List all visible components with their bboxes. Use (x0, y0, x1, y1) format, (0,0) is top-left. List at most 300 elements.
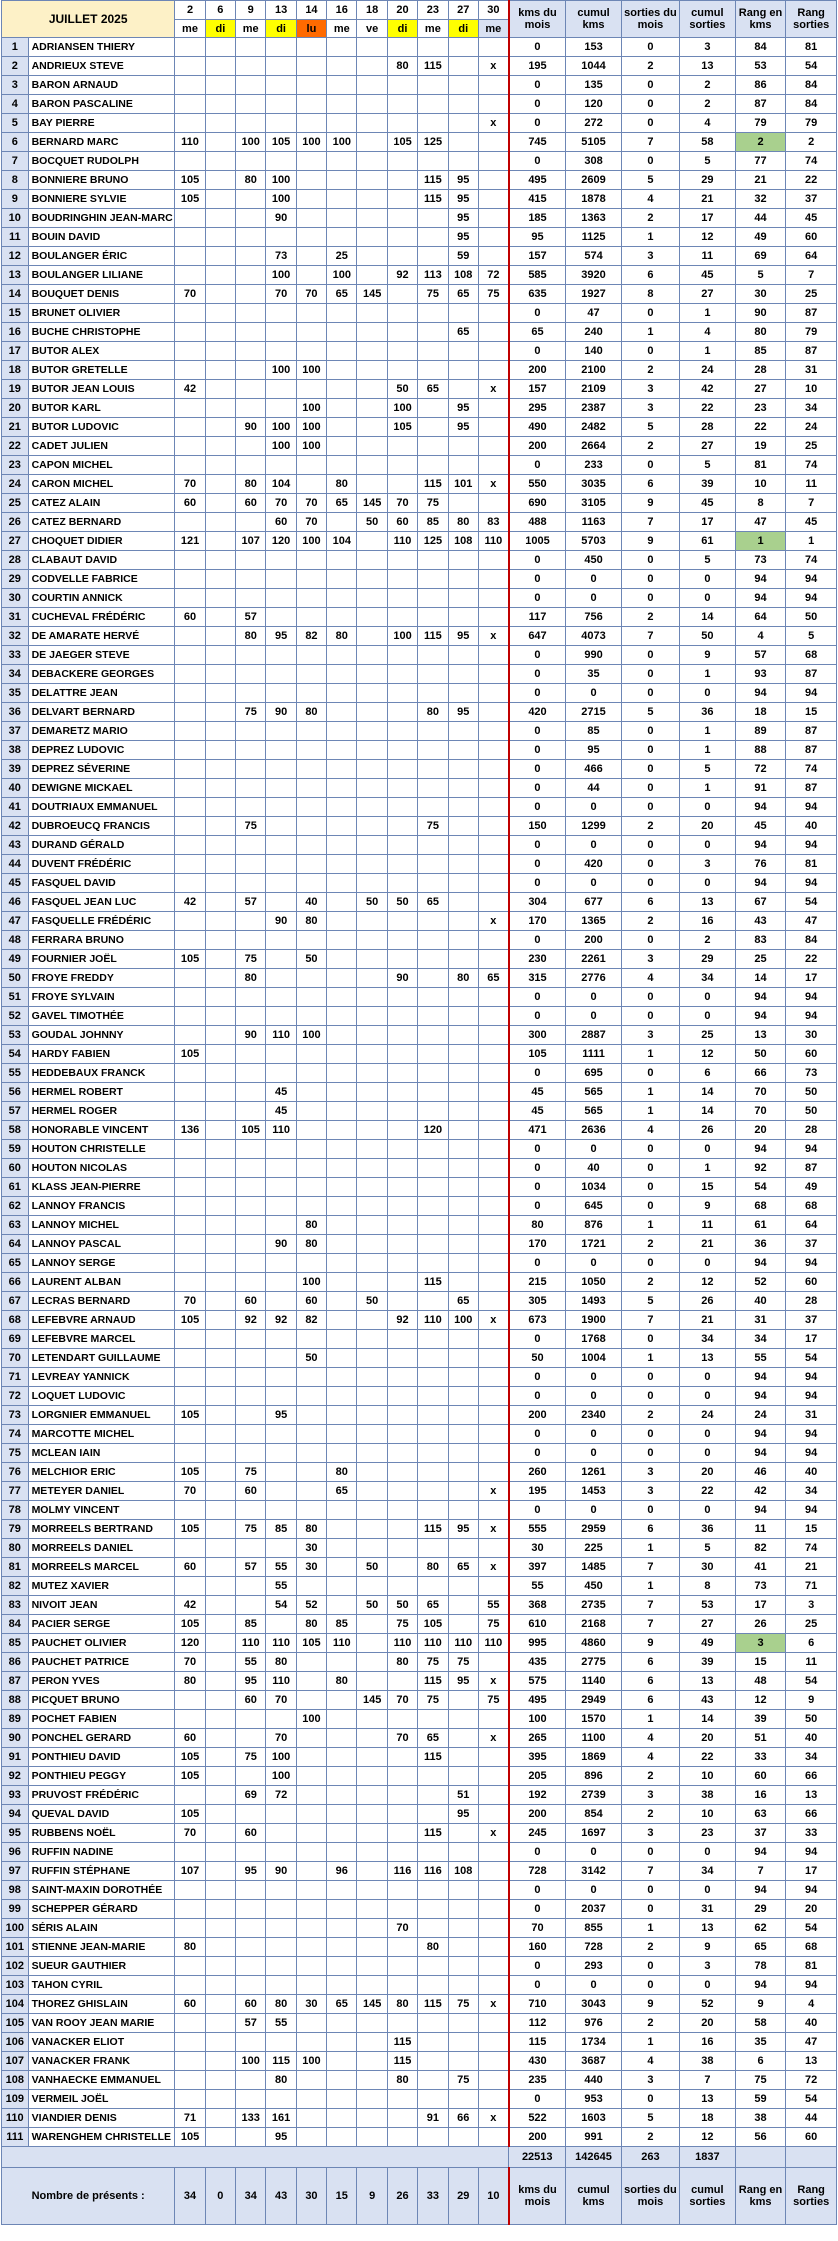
day-km-cell: 80 (327, 627, 357, 646)
day-km-cell (205, 190, 235, 209)
day-km-cell (327, 1444, 357, 1463)
day-km-cell (327, 874, 357, 893)
day-km-cell (236, 38, 266, 57)
member-name: MORREELS DANIEL (28, 1539, 175, 1558)
day-km-cell: 80 (236, 627, 266, 646)
day-km-cell (205, 1463, 235, 1482)
day-km-cell (175, 627, 205, 646)
day-km-cell: 108 (448, 532, 478, 551)
cumul-sorties: 9 (680, 646, 736, 665)
row-number: 82 (2, 1577, 29, 1596)
day-km-cell (478, 342, 508, 361)
day-km-cell (387, 931, 417, 950)
rank-kms: 94 (735, 836, 786, 855)
row-number: 102 (2, 1957, 29, 1976)
day-km-cell (387, 798, 417, 817)
day-km-cell (357, 437, 387, 456)
day-km-cell (387, 1748, 417, 1767)
rank-kms: 94 (735, 988, 786, 1007)
row-number: 60 (2, 1159, 29, 1178)
row-number: 91 (2, 1748, 29, 1767)
day-km-cell: 105 (266, 133, 296, 152)
member-row (2, 931, 837, 950)
kms-month: 45 (509, 1083, 566, 1102)
member-row (2, 190, 837, 209)
cumul-kms: 225 (566, 1539, 622, 1558)
day-km-cell (387, 1216, 417, 1235)
day-km-cell (327, 380, 357, 399)
day-km-cell (387, 1178, 417, 1197)
weekday-label: di (266, 20, 296, 38)
row-number: 96 (2, 1843, 29, 1862)
present-count: 15 (327, 2168, 357, 2225)
member-name: BUTOR ALEX (28, 342, 175, 361)
totals-spacer (735, 2147, 786, 2168)
cumul-sorties: 34 (680, 969, 736, 988)
stat-header: sorties du mois (621, 1, 679, 38)
sorties-month: 1 (621, 1045, 679, 1064)
day-km-cell (236, 1045, 266, 1064)
rank-kms: 57 (735, 646, 786, 665)
member-row (2, 57, 837, 76)
day-km-cell (418, 722, 448, 741)
sorties-month: 0 (621, 760, 679, 779)
day-km-cell: 108 (448, 266, 478, 285)
member-row (2, 1691, 837, 1710)
day-km-cell (175, 703, 205, 722)
day-km-cell (236, 1235, 266, 1254)
kms-month: 200 (509, 2128, 566, 2147)
member-name: ADRIANSEN THIERY (28, 38, 175, 57)
kms-month: 170 (509, 912, 566, 931)
row-number: 11 (2, 228, 29, 247)
cumul-sorties: 30 (680, 1558, 736, 1577)
member-row (2, 741, 837, 760)
day-km-cell (175, 76, 205, 95)
member-row (2, 627, 837, 646)
sorties-month: 0 (621, 1501, 679, 1520)
day-km-cell: 90 (266, 209, 296, 228)
present-count-label: Nombre de présents : (2, 2168, 175, 2225)
sorties-month: 0 (621, 1900, 679, 1919)
day-km-cell (387, 247, 417, 266)
day-km-cell: 80 (296, 1216, 326, 1235)
rank-kms: 94 (735, 1501, 786, 1520)
day-km-cell (478, 361, 508, 380)
day-km-cell (448, 1957, 478, 1976)
member-name: HEDDEBAUX FRANCK (28, 1064, 175, 1083)
member-name: DEWIGNE MICKAEL (28, 779, 175, 798)
day-km-cell (296, 1406, 326, 1425)
day-km-cell (448, 57, 478, 76)
day-km-cell (296, 247, 326, 266)
day-km-cell (296, 1691, 326, 1710)
cumul-kms: 1570 (566, 1710, 622, 1729)
member-row (2, 304, 837, 323)
day-km-cell (327, 38, 357, 57)
sorties-month: 2 (621, 209, 679, 228)
cumul-sorties: 17 (680, 209, 736, 228)
day-km-cell (175, 266, 205, 285)
rank-sorties: 84 (786, 95, 837, 114)
day-km-cell (205, 2128, 235, 2147)
day-km-cell (478, 836, 508, 855)
rank-sorties: 37 (786, 1235, 837, 1254)
day-km-cell (387, 456, 417, 475)
sorties-month: 0 (621, 779, 679, 798)
cumul-sorties: 0 (680, 798, 736, 817)
day-km-cell (478, 437, 508, 456)
rank-sorties: 44 (786, 2109, 837, 2128)
day-km-cell (478, 2052, 508, 2071)
member-row (2, 247, 837, 266)
sorties-month: 0 (621, 304, 679, 323)
rank-kms: 23 (735, 399, 786, 418)
member-row (2, 1843, 837, 1862)
day-km-cell (387, 817, 417, 836)
day-km-cell (327, 1539, 357, 1558)
day-km-cell (478, 950, 508, 969)
rank-kms: 94 (735, 1007, 786, 1026)
cumul-sorties: 12 (680, 228, 736, 247)
rank-kms: 79 (735, 114, 786, 133)
rank-sorties: 87 (786, 741, 837, 760)
row-number: 35 (2, 684, 29, 703)
day-km-cell (175, 1178, 205, 1197)
day-km-cell (175, 342, 205, 361)
rank-kms: 41 (735, 1558, 786, 1577)
day-km-cell (327, 1767, 357, 1786)
sorties-month: 0 (621, 798, 679, 817)
kms-month: 0 (509, 874, 566, 893)
day-km-cell (327, 1007, 357, 1026)
day-km-cell (478, 779, 508, 798)
member-name: HERMEL ROBERT (28, 1083, 175, 1102)
member-row (2, 513, 837, 532)
member-name: LEVREAY YANNICK (28, 1368, 175, 1387)
day-km-cell (448, 855, 478, 874)
member-row (2, 171, 837, 190)
cumul-sorties: 50 (680, 627, 736, 646)
day-km-cell (448, 1102, 478, 1121)
day-km-cell (418, 418, 448, 437)
rank-sorties: 94 (786, 1387, 837, 1406)
day-km-cell: 85 (327, 1615, 357, 1634)
day-km-cell (448, 931, 478, 950)
day-km-cell (387, 1463, 417, 1482)
day-km-cell: 85 (266, 1520, 296, 1539)
member-name: CATEZ ALAIN (28, 494, 175, 513)
day-km-cell (387, 912, 417, 931)
day-km-cell (387, 1083, 417, 1102)
cumul-sorties: 14 (680, 1710, 736, 1729)
row-number: 80 (2, 1539, 29, 1558)
member-name: MELCHIOR ERIC (28, 1463, 175, 1482)
day-km-cell (327, 1843, 357, 1862)
member-row (2, 551, 837, 570)
kms-month: 745 (509, 133, 566, 152)
kms-month: 0 (509, 1501, 566, 1520)
row-number: 39 (2, 760, 29, 779)
member-row (2, 1596, 837, 1615)
member-name: VANACKER ELIOT (28, 2033, 175, 2052)
footer-stat-header: Rang sorties (786, 2168, 837, 2225)
member-row (2, 1330, 837, 1349)
member-row (2, 2128, 837, 2147)
day-km-cell (357, 817, 387, 836)
day-km-cell: 121 (175, 532, 205, 551)
day-km-cell (236, 209, 266, 228)
member-name: ANDRIEUX STEVE (28, 57, 175, 76)
kms-month: 0 (509, 836, 566, 855)
day-km-cell (236, 551, 266, 570)
day-km-cell (357, 1254, 387, 1273)
day-km-cell (357, 2033, 387, 2052)
day-km-cell (327, 570, 357, 589)
sorties-month: 2 (621, 2014, 679, 2033)
cumul-sorties: 20 (680, 1463, 736, 1482)
kms-month: 0 (509, 1007, 566, 1026)
day-km-cell: 95 (448, 228, 478, 247)
day-km-cell (418, 779, 448, 798)
day-km-cell (296, 266, 326, 285)
member-name: LEFEBVRE MARCEL (28, 1330, 175, 1349)
cumul-kms: 140 (566, 342, 622, 361)
rank-kms: 82 (735, 1539, 786, 1558)
day-km-cell: 50 (357, 1292, 387, 1311)
rank-kms: 19 (735, 437, 786, 456)
day-km-cell (296, 380, 326, 399)
kms-month: 0 (509, 1330, 566, 1349)
day-km-cell: 105 (175, 190, 205, 209)
day-km-cell (478, 323, 508, 342)
day-km-cell (387, 171, 417, 190)
member-row (2, 570, 837, 589)
sorties-month: 5 (621, 171, 679, 190)
member-name: BOUDRINGHIN JEAN-MARC (28, 209, 175, 228)
kms-month: 0 (509, 988, 566, 1007)
day-km-cell (478, 703, 508, 722)
rank-kms: 25 (735, 950, 786, 969)
day-km-cell (387, 570, 417, 589)
sorties-month: 0 (621, 1957, 679, 1976)
day-km-cell (357, 570, 387, 589)
member-row (2, 437, 837, 456)
day-km-cell (448, 76, 478, 95)
day-km-cell (266, 646, 296, 665)
day-km-cell (327, 323, 357, 342)
rank-kms: 91 (735, 779, 786, 798)
day-km-cell (478, 1216, 508, 1235)
day-km-cell: 105 (175, 1520, 205, 1539)
cumul-sorties: 5 (680, 1539, 736, 1558)
rank-kms: 58 (735, 2014, 786, 2033)
member-row (2, 209, 837, 228)
cumul-kms: 3142 (566, 1862, 622, 1881)
row-number: 42 (2, 817, 29, 836)
day-km-cell (175, 912, 205, 931)
day-km-cell: 115 (418, 475, 448, 494)
day-km-cell (327, 152, 357, 171)
day-km-cell (296, 1900, 326, 1919)
day-km-cell (205, 361, 235, 380)
member-name: THOREZ GHISLAIN (28, 1995, 175, 2014)
day-km-cell (236, 437, 266, 456)
cumul-kms: 1900 (566, 1311, 622, 1330)
day-km-cell: x (478, 475, 508, 494)
kms-month: 192 (509, 1786, 566, 1805)
day-km-cell (236, 1444, 266, 1463)
day-km-cell (387, 1672, 417, 1691)
day-km-cell: 100 (296, 418, 326, 437)
day-km-cell (296, 342, 326, 361)
day-km-cell (357, 1520, 387, 1539)
cumul-kms: 466 (566, 760, 622, 779)
kms-month: 395 (509, 1748, 566, 1767)
row-number: 13 (2, 266, 29, 285)
day-km-cell (296, 1843, 326, 1862)
row-number: 8 (2, 171, 29, 190)
member-name: VIANDIER DENIS (28, 2109, 175, 2128)
day-km-cell (205, 1615, 235, 1634)
rank-sorties: 94 (786, 589, 837, 608)
sorties-month: 5 (621, 1292, 679, 1311)
day-km-cell (236, 228, 266, 247)
cumul-sorties: 14 (680, 1083, 736, 1102)
stat-header: Rang sorties (786, 1, 837, 38)
day-km-cell (327, 1748, 357, 1767)
day-km-cell: 80 (387, 1995, 417, 2014)
day-km-cell (478, 1862, 508, 1881)
row-number: 103 (2, 1976, 29, 1995)
cumul-sorties: 6 (680, 1064, 736, 1083)
sorties-month: 2 (621, 1235, 679, 1254)
day-km-cell (387, 684, 417, 703)
row-number: 24 (2, 475, 29, 494)
member-row (2, 1368, 837, 1387)
rank-kms: 38 (735, 2109, 786, 2128)
day-km-cell (478, 1843, 508, 1862)
member-name: MORREELS MARCEL (28, 1558, 175, 1577)
rank-sorties: 94 (786, 684, 837, 703)
member-name: FOURNIER JOËL (28, 950, 175, 969)
day-km-cell (357, 1729, 387, 1748)
day-km-cell (175, 760, 205, 779)
day-km-cell (357, 532, 387, 551)
day-km-cell (478, 190, 508, 209)
rank-kms: 70 (735, 1102, 786, 1121)
rank-kms: 22 (735, 418, 786, 437)
cumul-sorties: 34 (680, 1330, 736, 1349)
member-row (2, 1653, 837, 1672)
day-km-cell (478, 209, 508, 228)
row-number: 98 (2, 1881, 29, 1900)
member-name: FROYE FREDDY (28, 969, 175, 988)
rank-kms: 35 (735, 2033, 786, 2052)
day-km-cell (387, 1064, 417, 1083)
day-km-cell (296, 1976, 326, 1995)
sorties-month: 9 (621, 1634, 679, 1653)
day-km-cell: 120 (175, 1634, 205, 1653)
day-km-cell (205, 418, 235, 437)
member-row (2, 760, 837, 779)
day-km-cell (175, 1881, 205, 1900)
day-km-cell (387, 475, 417, 494)
kms-month: 304 (509, 893, 566, 912)
day-km-cell (387, 1767, 417, 1786)
day-km-cell (418, 1387, 448, 1406)
member-row (2, 1767, 837, 1786)
day-km-cell (387, 2109, 417, 2128)
sorties-month: 1 (621, 2033, 679, 2052)
day-km-cell (205, 1976, 235, 1995)
day-km-cell (175, 209, 205, 228)
cumul-kms: 0 (566, 1007, 622, 1026)
cumul-sorties: 12 (680, 2128, 736, 2147)
day-km-cell (387, 1558, 417, 1577)
rank-kms: 24 (735, 1406, 786, 1425)
present-count: 30 (296, 2168, 326, 2225)
day-km-cell (357, 1121, 387, 1140)
day-km-cell (418, 2014, 448, 2033)
day-km-cell (478, 1463, 508, 1482)
row-number: 107 (2, 2052, 29, 2071)
day-km-cell: 59 (448, 247, 478, 266)
day-km-cell (478, 551, 508, 570)
rank-sorties: 74 (786, 152, 837, 171)
day-km-cell: 115 (418, 1995, 448, 2014)
rank-kms: 56 (735, 2128, 786, 2147)
day-km-cell (478, 494, 508, 513)
day-km-cell (296, 1919, 326, 1938)
day-km-cell (266, 1539, 296, 1558)
cumul-sorties: 5 (680, 152, 736, 171)
day-km-cell: 57 (236, 893, 266, 912)
day-km-cell: 105 (175, 2128, 205, 2147)
cumul-kms: 2037 (566, 1900, 622, 1919)
day-km-cell: 96 (327, 1862, 357, 1881)
day-km-cell: 105 (175, 1615, 205, 1634)
cumul-kms: 0 (566, 589, 622, 608)
day-km-cell (266, 2033, 296, 2052)
sorties-month: 6 (621, 266, 679, 285)
cumul-kms: 3043 (566, 1995, 622, 2014)
day-km-cell (175, 1691, 205, 1710)
day-km-cell: 110 (266, 1672, 296, 1691)
rank-kms: 53 (735, 57, 786, 76)
day-km-cell (418, 247, 448, 266)
rank-sorties: 71 (786, 1577, 837, 1596)
rank-kms: 3 (735, 1634, 786, 1653)
rank-kms: 42 (735, 1482, 786, 1501)
day-km-cell (296, 608, 326, 627)
member-row (2, 912, 837, 931)
rank-sorties: 31 (786, 361, 837, 380)
cumul-kms: 1363 (566, 209, 622, 228)
day-km-cell (418, 1292, 448, 1311)
day-km-cell (327, 228, 357, 247)
day-km-cell (387, 1387, 417, 1406)
cumul-sorties: 0 (680, 1444, 736, 1463)
rank-kms: 16 (735, 1786, 786, 1805)
member-row (2, 418, 837, 437)
day-km-cell (327, 779, 357, 798)
member-name: HONORABLE VINCENT (28, 1121, 175, 1140)
member-row (2, 1045, 837, 1064)
day-km-cell (418, 1216, 448, 1235)
day-km-cell (266, 1919, 296, 1938)
day-km-cell: 75 (418, 285, 448, 304)
